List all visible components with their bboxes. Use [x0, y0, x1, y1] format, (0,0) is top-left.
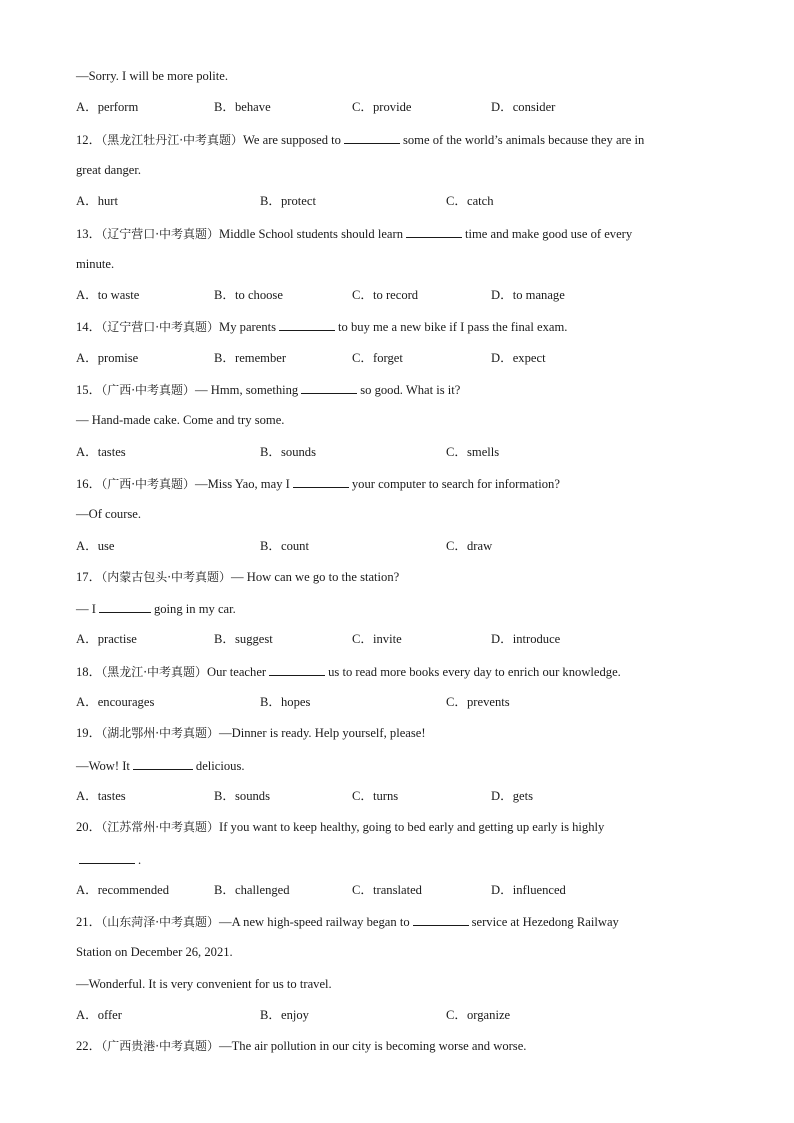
option-letter: C．: [352, 632, 373, 647]
option-text: tastes: [97, 788, 126, 803]
option-letter: C．: [446, 444, 467, 459]
option-d: [491, 882, 566, 898]
question-18-stem-line: [76, 663, 621, 680]
option-letter: A．: [76, 100, 98, 115]
question-prev-stem-line: [76, 68, 228, 84]
option-letter: C．: [352, 100, 373, 115]
stem-text: so good. What is it?: [360, 383, 461, 397]
option-text: draw: [467, 538, 493, 553]
option-letter: A．: [76, 444, 98, 459]
stem-text: your computer to search for information?: [351, 476, 560, 491]
question-20-stem-line: [76, 819, 604, 835]
option-a: [76, 631, 137, 647]
answer-blank: [99, 600, 151, 613]
stem-text: some of the world’s animals because they are in: [402, 132, 645, 147]
question-source: （辽宁营口·中考真题）: [101, 320, 220, 335]
option-b: [214, 631, 273, 647]
question-source: （广西·中考真题）: [101, 383, 196, 397]
question-17-stem-line: [76, 600, 236, 617]
question-20-stem-line: [76, 851, 141, 868]
option-text: sounds: [235, 788, 270, 803]
option-letter: C．: [352, 288, 373, 303]
option-letter: D．: [491, 350, 513, 365]
option-text: prevents: [467, 695, 510, 709]
option-text: tastes: [97, 444, 126, 459]
question-source: （黑龙江牡丹江·中考真题）: [101, 132, 244, 147]
stem-text: service at Hezedong Railway: [471, 915, 619, 930]
option-text: translated: [373, 882, 422, 897]
question-21-stem-line: [76, 944, 233, 960]
option-d: [491, 631, 560, 647]
option-text: to waste: [97, 288, 140, 303]
option-b: [214, 788, 270, 804]
stem-text: delicious.: [195, 758, 245, 773]
option-text: use: [97, 538, 115, 553]
option-text: hopes: [281, 695, 311, 709]
question-source: （内蒙古包头·中考真题）: [101, 569, 232, 584]
option-b: [214, 287, 283, 303]
question-number: 19．: [76, 726, 102, 741]
stem-text: —Of course.: [76, 507, 142, 522]
option-c: [446, 538, 492, 554]
option-c: [446, 444, 499, 460]
stem-text: — How can we go to the station?: [231, 569, 400, 584]
stem-text: —Sorry. I will be more polite.: [76, 69, 229, 83]
stem-text: —A new high-speed railway began to: [219, 915, 410, 930]
option-a: [76, 193, 118, 209]
option-c: [352, 350, 403, 366]
option-text: recommended: [97, 882, 170, 897]
option-d: [491, 788, 533, 804]
option-text: forget: [373, 350, 403, 365]
option-b: [214, 350, 286, 366]
option-b: [260, 538, 309, 554]
option-letter: C．: [446, 538, 467, 553]
option-text: gets: [512, 788, 533, 803]
option-letter: C．: [352, 788, 373, 803]
option-letter: A．: [76, 882, 98, 897]
answer-blank: [293, 475, 349, 488]
option-text: influenced: [512, 882, 566, 897]
question-source: （广西·中考真题）: [101, 476, 196, 491]
question-source: （山东菏泽·中考真题）: [101, 915, 220, 930]
option-text: promise: [97, 350, 139, 365]
stem-text: If you want to keep healthy, going to bed early and getting up early is highly: [219, 820, 605, 835]
question-16-stem-line: [76, 475, 560, 492]
option-letter: B．: [214, 350, 235, 365]
stem-text: We are supposed to: [243, 132, 341, 147]
option-text: perform: [97, 100, 139, 115]
option-text: protect: [281, 194, 316, 209]
option-text: practise: [97, 632, 137, 647]
option-text: to choose: [235, 288, 283, 303]
question-number: 18．: [76, 664, 102, 679]
option-letter: C．: [446, 695, 467, 709]
option-d: [491, 287, 565, 303]
option-text: sounds: [281, 444, 316, 459]
option-letter: C．: [352, 350, 373, 365]
option-text: catch: [467, 194, 494, 209]
option-c: [446, 1007, 510, 1023]
answer-blank: [279, 318, 335, 331]
option-letter: A．: [76, 194, 98, 209]
question-12-stem-line: [76, 131, 644, 148]
option-text: expect: [512, 350, 546, 365]
option-text: count: [281, 538, 309, 553]
stem-text: to buy me a new bike if I pass the final exam.: [338, 320, 568, 335]
option-letter: B．: [260, 444, 281, 459]
option-letter: A．: [76, 632, 98, 647]
option-text: to manage: [512, 288, 565, 303]
question-21-stem-line: [76, 913, 619, 930]
question-15-stem-line: [76, 412, 284, 428]
question-17-stem-line: [76, 569, 399, 585]
question-22-stem-line: [76, 1038, 526, 1054]
answer-blank: [301, 381, 357, 394]
option-letter: B．: [260, 1008, 281, 1022]
question-16-stem-line: [76, 506, 141, 522]
option-letter: C．: [446, 1008, 467, 1022]
option-b: [260, 193, 316, 209]
stem-text: .: [138, 852, 142, 867]
question-19-stem-line: [76, 725, 426, 741]
option-c: [352, 882, 422, 898]
question-21-stem-line: [76, 976, 332, 992]
answer-blank: [79, 851, 135, 864]
option-text: challenged: [235, 882, 290, 897]
stem-text: —Wow! It: [76, 758, 130, 773]
question-source: （黑龙江·中考真题）: [101, 664, 208, 679]
option-b: [260, 444, 316, 460]
option-letter: B．: [260, 194, 281, 209]
option-letter: C．: [352, 882, 373, 897]
option-letter: B．: [214, 788, 235, 803]
option-a: [76, 99, 138, 115]
stem-text: My parents: [219, 320, 277, 335]
stem-text: — Hand-made cake. Come and try some.: [76, 413, 285, 428]
option-d: [491, 350, 546, 366]
option-c: [446, 193, 494, 209]
question-number: 21．: [76, 915, 102, 930]
option-text: introduce: [512, 632, 561, 647]
option-a: [76, 788, 126, 804]
question-source: （江苏常州·中考真题）: [101, 820, 220, 835]
option-text: turns: [373, 788, 399, 803]
option-letter: A．: [76, 350, 98, 365]
option-letter: B．: [260, 695, 281, 709]
option-letter: B．: [214, 100, 235, 115]
stem-text: — I: [76, 602, 96, 617]
stem-text: time and make good use of every: [465, 226, 633, 241]
stem-text: us to read more books every day to enrich our knowledge.: [328, 664, 621, 679]
answer-blank: [269, 663, 325, 676]
question-number: 22．: [76, 1039, 102, 1054]
option-letter: C．: [446, 194, 467, 209]
answer-blank: [133, 757, 193, 770]
option-c: [352, 99, 411, 115]
question-source: （湖北鄂州·中考真题）: [101, 726, 220, 741]
option-letter: D．: [491, 632, 513, 647]
option-text: organize: [467, 1008, 511, 1022]
question-14-stem-line: [76, 318, 567, 335]
option-text: provide: [373, 100, 412, 115]
question-19-stem-line: [76, 757, 245, 774]
option-letter: A．: [76, 538, 98, 553]
option-b: [214, 882, 290, 898]
answer-blank: [413, 913, 469, 926]
option-a: [76, 350, 138, 366]
question-12-stem-line: [76, 162, 141, 178]
option-letter: D．: [491, 882, 513, 897]
option-letter: A．: [76, 1008, 98, 1022]
option-letter: A．: [76, 288, 98, 303]
option-c: [352, 287, 418, 303]
option-b: [260, 1007, 309, 1023]
question-number: 13．: [76, 226, 102, 241]
option-letter: D．: [491, 288, 513, 303]
question-source: （广西贵港·中考真题）: [101, 1039, 220, 1054]
question-13-stem-line: [76, 256, 114, 272]
option-b: [260, 694, 310, 710]
question-13-stem-line: [76, 225, 632, 242]
answer-blank: [344, 131, 400, 144]
option-a: [76, 287, 139, 303]
option-text: smells: [467, 444, 500, 459]
option-letter: B．: [214, 632, 235, 647]
option-text: behave: [235, 100, 271, 115]
option-letter: A．: [76, 788, 98, 803]
option-text: encourages: [97, 695, 155, 709]
option-text: offer: [97, 1008, 122, 1022]
option-letter: D．: [491, 100, 513, 115]
option-c: [352, 788, 398, 804]
option-text: suggest: [235, 632, 273, 647]
stem-text: —Dinner is ready. Help yourself, please!: [219, 726, 426, 741]
option-b: [214, 99, 271, 115]
stem-text: — Hmm, something: [195, 383, 299, 397]
question-source: （辽宁营口·中考真题）: [101, 226, 220, 241]
option-a: [76, 1007, 122, 1023]
stem-text: great danger.: [76, 162, 142, 177]
stem-text: —Miss Yao, may I: [195, 476, 290, 491]
question-number: 20．: [76, 820, 102, 835]
option-text: remember: [235, 350, 287, 365]
question-number: 17．: [76, 569, 102, 584]
stem-text: Station on December 26, 2021.: [76, 945, 233, 960]
option-letter: B．: [214, 288, 235, 303]
option-a: [76, 538, 115, 554]
option-a: [76, 694, 154, 710]
option-text: hurt: [97, 194, 118, 209]
option-a: [76, 882, 169, 898]
option-letter: A．: [76, 695, 98, 709]
option-letter: D．: [491, 788, 513, 803]
option-text: to record: [373, 288, 419, 303]
question-number: 15．: [76, 383, 102, 397]
stem-text: going in my car.: [153, 602, 236, 617]
option-letter: B．: [214, 882, 235, 897]
option-text: consider: [512, 100, 556, 115]
question-number: 12．: [76, 132, 102, 147]
question-number: 14．: [76, 320, 102, 335]
stem-text: Middle School students should learn: [219, 226, 404, 241]
option-a: [76, 444, 126, 460]
stem-text: —Wonderful. It is very convenient for us to travel.: [76, 976, 332, 991]
stem-text: minute.: [76, 256, 115, 271]
answer-blank: [406, 225, 462, 238]
option-text: enjoy: [281, 1008, 309, 1022]
question-number: 16．: [76, 476, 102, 491]
option-text: invite: [373, 632, 402, 647]
option-d: [491, 99, 555, 115]
stem-text: Our teacher: [207, 664, 267, 679]
question-15-stem-line: [76, 381, 460, 398]
option-c: [352, 631, 402, 647]
option-c: [446, 694, 510, 710]
option-letter: B．: [260, 538, 281, 553]
stem-text: —The air pollution in our city is becoming worse and worse.: [219, 1039, 527, 1054]
